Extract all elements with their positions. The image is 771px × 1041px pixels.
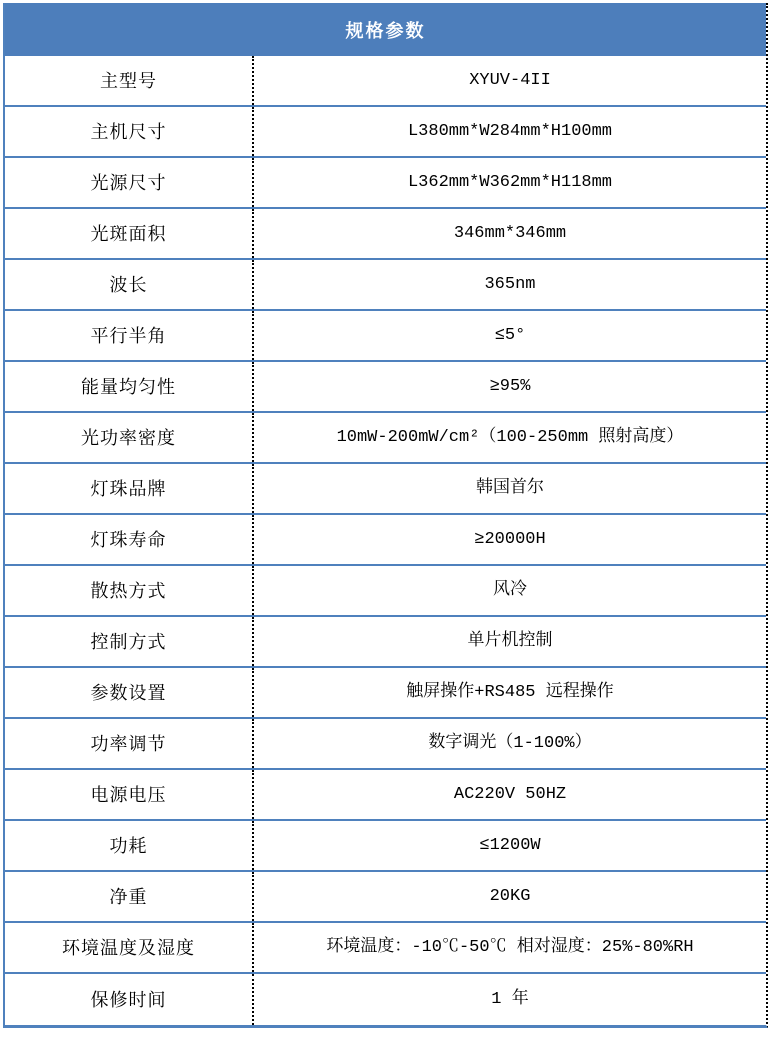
- table-row: [5, 56, 766, 107]
- table-row: [5, 158, 766, 209]
- spec-value: 环境温度：-10℃-50℃ 相对湿度：25%-80%RH: [326, 938, 694, 957]
- spec-value: AC220V 50HZ: [453, 785, 567, 804]
- spec-label: 参数设置: [5, 668, 254, 717]
- spec-label: 净重: [5, 872, 254, 921]
- spec-value: ≤5°: [494, 326, 526, 345]
- spec-label: 电源电压: [5, 770, 254, 819]
- spec-label: 控制方式: [5, 617, 254, 666]
- spec-value: 风冷: [493, 581, 527, 600]
- spec-label: 灯珠品牌: [5, 464, 254, 513]
- spec-label: 光源尺寸: [5, 158, 254, 207]
- spec-label: 光功率密度: [5, 413, 254, 462]
- spec-value: 365nm: [484, 275, 536, 294]
- table-row: [5, 515, 766, 566]
- table-row: [5, 974, 766, 1025]
- spec-label: 主型号: [5, 56, 254, 105]
- table-row: [5, 872, 766, 923]
- spec-value: 韩国首尔: [476, 479, 544, 498]
- spec-label: 能量均匀性: [5, 362, 254, 411]
- table-row: [5, 362, 766, 413]
- table-row: [5, 464, 766, 515]
- table-row: [5, 668, 766, 719]
- spec-value: L380mm*W284mm*H100mm: [407, 122, 613, 141]
- spec-value: 单片机控制: [467, 632, 553, 651]
- table-row: [5, 413, 766, 464]
- spec-label: 散热方式: [5, 566, 254, 615]
- table-row: [5, 311, 766, 362]
- spec-value: XYUV-4II: [469, 71, 551, 90]
- spec-value: 346mm*346mm: [453, 224, 567, 243]
- spec-label: 功耗: [5, 821, 254, 870]
- spec-value: L362mm*W362mm*H118mm: [407, 173, 613, 192]
- spec-label: 主机尺寸: [5, 107, 254, 156]
- spec-value: 20KG: [489, 887, 531, 906]
- table-row: [5, 209, 766, 260]
- spec-label: 灯珠寿命: [5, 515, 254, 564]
- table-row: [5, 566, 766, 617]
- table-row: [5, 107, 766, 158]
- spec-label: 波长: [5, 260, 254, 309]
- table-body: [5, 56, 766, 1025]
- spec-label: 保修时间: [5, 974, 254, 1025]
- spec-table: [3, 3, 768, 1028]
- spec-value: 10mW-200mW/cm²（100-250mm 照射高度）: [336, 428, 684, 447]
- table-row: [5, 923, 766, 974]
- spec-label: 环境温度及湿度: [5, 923, 254, 972]
- spec-value: ≥95%: [489, 377, 531, 396]
- table-row: [5, 821, 766, 872]
- spec-label: 功率调节: [5, 719, 254, 768]
- spec-value: ≥20000H: [474, 530, 546, 549]
- table-title: 规格参数: [5, 3, 766, 56]
- spec-value: ≤1200W: [479, 836, 541, 855]
- table-row: [5, 617, 766, 668]
- spec-value: 触屏操作+RS485 远程操作: [406, 683, 614, 702]
- spec-value: 1 年: [491, 990, 529, 1009]
- spec-value: 数字调光（1-100%）: [428, 734, 592, 753]
- table-row: [5, 770, 766, 821]
- table-row: [5, 260, 766, 311]
- spec-label: 光斑面积: [5, 209, 254, 258]
- spec-label: 平行半角: [5, 311, 254, 360]
- table-row: [5, 719, 766, 770]
